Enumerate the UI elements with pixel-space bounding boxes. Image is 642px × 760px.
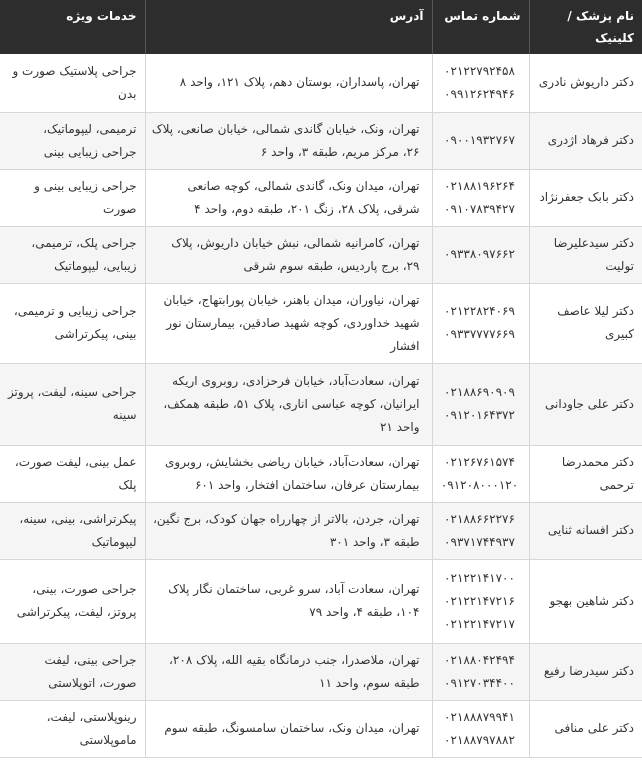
- phone-cell: [432, 445, 529, 502]
- doctor-name: دکتر سیدرضا رفیع: [529, 643, 642, 700]
- services-cell: جراحی بینی، لیفت صورت، اتوپلاستی: [0, 643, 145, 700]
- table-row: [0, 112, 642, 169]
- services-cell: جراحی زیبایی و ترمیمی، بینی، پیکرتراشی: [0, 283, 145, 363]
- services-cell: جراحی سینه، لیفت، پروتز سینه: [0, 363, 145, 445]
- table-row: [0, 700, 642, 757]
- phone-cell: [432, 363, 529, 445]
- address-cell: تهران، سعادت‌آباد، خیابان ریاضی بخشایش، روبروی بیمارستان عرفان، ساختمان افتخار، واحد ۶۰۱: [145, 445, 432, 502]
- phone-number[interactable]: ۰۲۱۲۲۸۲۴۰۶۹: [444, 304, 515, 318]
- doctor-name: دکتر داریوش نادری: [529, 54, 642, 112]
- header-address: آدرس: [145, 0, 432, 54]
- phone-cell: [432, 112, 529, 169]
- header-row: [0, 0, 642, 54]
- address-cell: تهران، نیاوران، میدان باهنر، خیابان پورابتهاج، خیابان شهید خداوردی، کوچه شهید صادقین، بیمارستان نور افشار: [145, 283, 432, 363]
- phone-number[interactable]: ۰۲۱۸۸۸۷۹۹۴۱: [444, 709, 515, 724]
- address-cell: تهران، میدان ونک، ساختمان سامسونگ، طبقه سوم: [145, 700, 432, 757]
- header-phone: شماره تماس: [432, 0, 529, 54]
- phone-number[interactable]: ۰۲۱۸۸۶۶۲۲۷۶: [444, 511, 515, 526]
- table-row: [0, 363, 642, 445]
- services-cell: پیکرتراشی، بینی، سینه، لیپوماتیک: [0, 502, 145, 559]
- phone-number[interactable]: ۰۲۱۲۲۱۴۱۷۰۰: [444, 570, 515, 585]
- table-body: [0, 54, 642, 757]
- services-cell: عمل بینی، لیفت صورت، پلک: [0, 445, 145, 502]
- phone-cell: [432, 283, 529, 363]
- services-cell: رینوپلاستی، لیفت، ماموپلاستی: [0, 700, 145, 757]
- phone-number[interactable]: ۰۹۱۲۰۱۶۴۳۷۲: [444, 408, 515, 422]
- doctor-name: دکتر علی جاودانی: [529, 363, 642, 445]
- header-services: خدمات ویژه: [66, 9, 137, 23]
- phone-number[interactable]: ۰۹۱۲۷۰۳۴۴۰۰: [444, 675, 515, 690]
- address-cell: تهران، ونک، خیابان گاندی شمالی، خیابان صانعی، پلاک ۲۶، مرکز مریم، طبقه ۳، واحد ۶: [145, 112, 432, 169]
- services-cell: جراحی پلک، ترمیمی، زیبایی، لیپوماتیک: [0, 226, 145, 283]
- doctor-name: دکتر محمدرضا ترحمی: [529, 445, 642, 502]
- doctor-name: دکتر شاهین بهجو: [529, 559, 642, 643]
- phone-number[interactable]: ۰۹۱۲۰۸۰۰۰۱۲۰: [440, 477, 519, 492]
- table-row: [0, 226, 642, 283]
- phone-number[interactable]: ۰۲۱۸۸۷۹۷۸۸۲: [444, 732, 515, 747]
- table-row: [0, 54, 642, 112]
- address-cell: تهران، جردن، بالاتر از چهارراه جهان کودک، برج نگین، طبقه ۳، واحد ۳۰۱: [145, 502, 432, 559]
- phone-cell: [432, 700, 529, 757]
- doctor-name: دکتر فرهاد اژدری: [529, 112, 642, 169]
- doctor-name: دکتر سیدعلیرضا تولیت: [529, 226, 642, 283]
- phone-number[interactable]: ۰۹۳۷۱۷۴۴۹۳۷: [444, 534, 515, 549]
- phone-number[interactable]: ۰۹۰۰۱۹۳۲۷۶۷: [444, 133, 515, 147]
- phone-cell: [432, 559, 529, 643]
- phone-number[interactable]: ۰۲۱۲۲۱۴۷۲۱۶: [444, 593, 515, 608]
- phone-number[interactable]: ۰۲۱۸۸۰۴۲۴۹۴: [444, 652, 515, 667]
- address-cell: تهران، میدان ونک، گاندی شمالی، کوچه صانعی شرقی، پلاک ۲۸، زنگ ۲۰۱، طبقه دوم، واحد ۴: [145, 169, 432, 226]
- phone-cell: [432, 54, 529, 112]
- address-cell: تهران، سعادت‌آباد، خیابان فرحزادی، روبروی اریکه ایرانیان، کوچه عباسی اناری، پلاک ۵۱، طبقه همکف، واحد ۲۱: [145, 363, 432, 445]
- doctor-name: دکتر علی منافی: [529, 700, 642, 757]
- doctor-name: دکتر افسانه ثنایی: [529, 502, 642, 559]
- phone-number[interactable]: ۰۹۳۳۷۷۷۷۶۶۹: [444, 327, 515, 341]
- phone-number[interactable]: ۰۹۳۳۸۰۹۷۶۶۲: [444, 247, 515, 261]
- services-cell: ترمیمی، لیپوماتیک، جراحی زیبایی بینی: [0, 112, 145, 169]
- address-cell: تهران، ملاصدرا، جنب درمانگاه بقیه الله، پلاک ۲۰۸، طبقه سوم، واحد ۱۱: [145, 643, 432, 700]
- phone-cell: [432, 643, 529, 700]
- doctor-name: دکتر لیلا عاصف کبیری: [529, 283, 642, 363]
- phone-cell: [432, 226, 529, 283]
- phone-number[interactable]: ۰۲۱۸۸۶۹۰۹۰۹: [444, 385, 515, 399]
- phone-number[interactable]: ۰۲۱۲۲۷۹۲۴۵۸: [444, 63, 515, 78]
- phone-number[interactable]: ۰۲۱۸۸۱۹۶۲۶۴: [444, 178, 515, 193]
- phone-cell: [432, 169, 529, 226]
- table-row: [0, 502, 642, 559]
- services-cell: جراحی پلاستیک صورت و بدن: [0, 54, 145, 112]
- phone-cell: [432, 502, 529, 559]
- table-row: [0, 445, 642, 502]
- table-row: [0, 283, 642, 363]
- services-cell: جراحی صورت، بینی، پروتز، لیفت، پیکرتراشی: [0, 559, 145, 643]
- table-row: [0, 169, 642, 226]
- table-header: [0, 0, 642, 54]
- address-cell: تهران، سعادت آباد، سرو غربی، ساختمان نگار پلاک ۱۰۴، طبقه ۴، واحد ۷۹: [145, 559, 432, 643]
- address-cell: تهران، کامرانیه شمالی، نبش خیابان داریوش، پلاک ۲۹، برج پاردیس، طبقه سوم شرقی: [145, 226, 432, 283]
- phone-number[interactable]: ۰۹۹۱۲۶۲۴۹۴۶: [444, 86, 515, 101]
- table-row: [0, 643, 642, 700]
- address-cell: تهران، پاسداران، بوستان دهم، پلاک ۱۲۱، واحد ۸: [145, 54, 432, 112]
- header-name: نام پزشک / کلینیک: [529, 0, 642, 54]
- phone-number[interactable]: ۰۲۱۲۲۱۴۷۲۱۷: [444, 616, 515, 631]
- services-cell: جراحی زیبایی بینی و صورت: [0, 169, 145, 226]
- table-row: [0, 559, 642, 643]
- phone-number[interactable]: ۰۲۱۲۶۷۶۱۵۷۴: [444, 454, 515, 469]
- phone-number[interactable]: ۰۹۱۰۷۸۳۹۴۲۷: [444, 201, 515, 216]
- doctor-name: دکتر بابک جعفرنژاد: [529, 169, 642, 226]
